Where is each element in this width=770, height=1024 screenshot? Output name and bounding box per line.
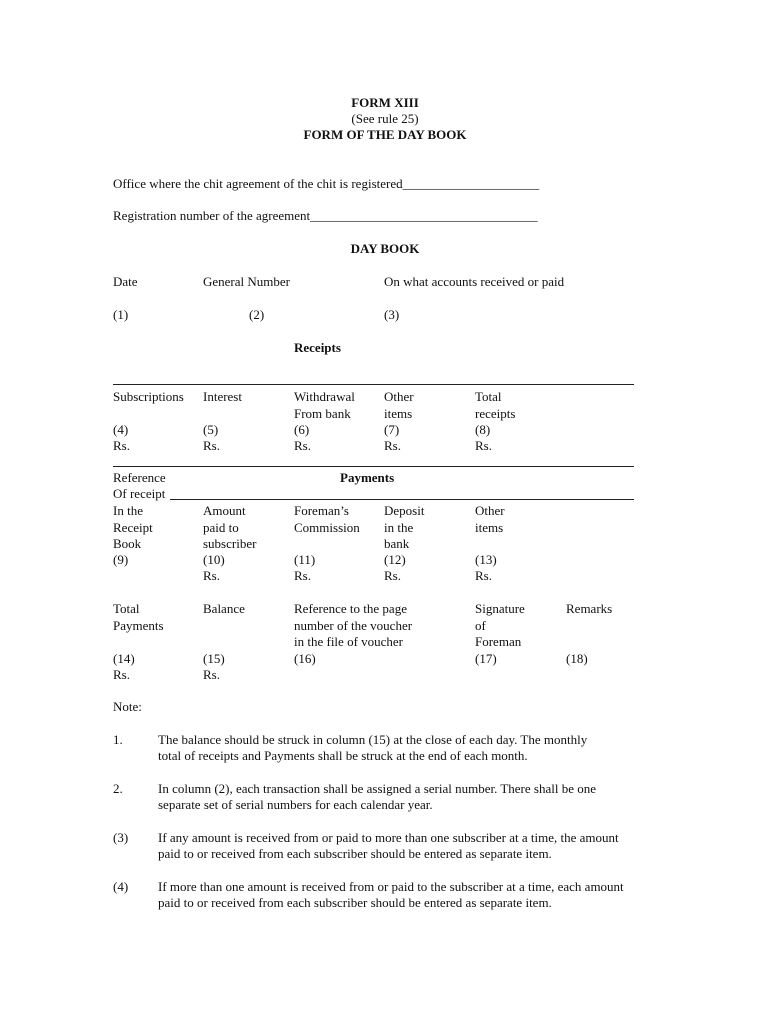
payment-col-deposit: Deposit in the bank: [384, 503, 425, 551]
note-1-line-1: The balance should be struck in column (15) at the close of each day. The monthly: [158, 732, 588, 747]
total-col-remarks: Remarks: [566, 601, 613, 616]
note-2-marker: 2.: [113, 781, 123, 796]
note-1-line-2: total of receipts and Payments shall be struck at the end of each month.: [158, 748, 528, 763]
receipt-num-8: (8): [475, 422, 491, 437]
notes-heading: Note:: [113, 699, 142, 714]
total-num-14: (14): [113, 651, 135, 666]
office-field: Office where the chit agreement of the chit is registered_____________________: [113, 176, 540, 191]
receipt-unit-7: Rs.: [384, 438, 401, 453]
total-col-balance: Balance: [203, 601, 245, 616]
total-num-16: (16): [294, 651, 316, 666]
payment-num-13: (13): [475, 552, 497, 567]
receipt-col-total: Total receipts: [475, 389, 516, 421]
payment-col-amount-paid: Amount paid to subscriber: [203, 503, 257, 551]
col-2-number: (2): [249, 307, 265, 322]
receipt-unit-6: Rs.: [294, 438, 311, 453]
reference-label: Reference: [113, 470, 166, 485]
note-4-line-2: paid to or received from each subscriber should be entered as separate item.: [158, 895, 552, 910]
receipts-top-rule: [113, 384, 634, 385]
payment-num-10: (10): [203, 552, 225, 567]
payment-unit-12: Rs.: [384, 568, 401, 583]
form-title: FORM OF THE DAY BOOK: [303, 127, 467, 142]
note-3-line-1: If any amount is received from or paid to more than one subscriber at a time, the amount: [158, 830, 619, 845]
receipt-col-interest: Interest: [203, 389, 242, 404]
receipts-bottom-rule: [113, 466, 634, 467]
payment-num-9: (9): [113, 552, 129, 567]
col-date-label: Date: [113, 274, 138, 289]
receipts-heading: Receipts: [294, 340, 341, 355]
rule-reference: (See rule 25): [351, 111, 419, 126]
col-1-number: (1): [113, 307, 129, 322]
receipt-num-6: (6): [294, 422, 310, 437]
receipt-num-5: (5): [203, 422, 219, 437]
payment-unit-13: Rs.: [475, 568, 492, 583]
payment-unit-11: Rs.: [294, 568, 311, 583]
note-4-line-1: If more than one amount is received from or paid to the subscriber at a time, each amount: [158, 879, 624, 894]
note-1-marker: 1.: [113, 732, 123, 747]
receipt-num-7: (7): [384, 422, 400, 437]
receipt-col-subscriptions: Subscriptions: [113, 389, 184, 404]
receipt-unit-5: Rs.: [203, 438, 220, 453]
total-col-total-payments: Total Payments: [113, 601, 164, 633]
total-col-voucher-reference: Reference to the page number of the voucher in the file of voucher: [294, 601, 413, 649]
note-3-line-2: paid to or received from each subscriber should be entered as separate item.: [158, 846, 552, 861]
registration-field: Registration number of the agreement___________________________________: [113, 208, 538, 223]
payment-unit-10: Rs.: [203, 568, 220, 583]
col-3-number: (3): [384, 307, 400, 322]
of-receipt-label: Of receipt: [113, 486, 166, 501]
receipt-unit-8: Rs.: [475, 438, 492, 453]
payment-col-foreman-commission: Foreman’s Commission: [294, 503, 360, 535]
receipt-col-other-items: Other items: [384, 389, 414, 421]
col-accounts-label: On what accounts received or paid: [384, 274, 565, 289]
note-4-marker: (4): [113, 879, 129, 894]
payment-num-12: (12): [384, 552, 406, 567]
receipt-num-4: (4): [113, 422, 129, 437]
receipt-col-withdrawal: Withdrawal From bank: [294, 389, 355, 421]
payments-top-rule: [170, 499, 634, 500]
form-number: FORM XIII: [351, 95, 419, 110]
payment-col-other-items: Other items: [475, 503, 505, 535]
receipt-unit-4: Rs.: [113, 438, 130, 453]
note-2-line-2: separate set of serial numbers for each calendar year.: [158, 797, 433, 812]
total-num-18: (18): [566, 651, 588, 666]
total-num-17: (17): [475, 651, 497, 666]
note-3-marker: (3): [113, 830, 129, 845]
payments-heading: Payments: [340, 470, 395, 485]
total-unit-14: Rs.: [113, 667, 130, 682]
note-2-line-1: In column (2), each transaction shall be assigned a serial number. There shall be one: [158, 781, 597, 796]
total-col-signature: Signature of Foreman: [475, 601, 525, 649]
total-num-15: (15): [203, 651, 225, 666]
payment-col-receipt-book: In the Receipt Book: [113, 503, 153, 551]
day-book-heading: DAY BOOK: [350, 241, 420, 256]
total-unit-15: Rs.: [203, 667, 220, 682]
payment-num-11: (11): [294, 552, 316, 567]
col-general-number-label: General Number: [203, 274, 290, 289]
